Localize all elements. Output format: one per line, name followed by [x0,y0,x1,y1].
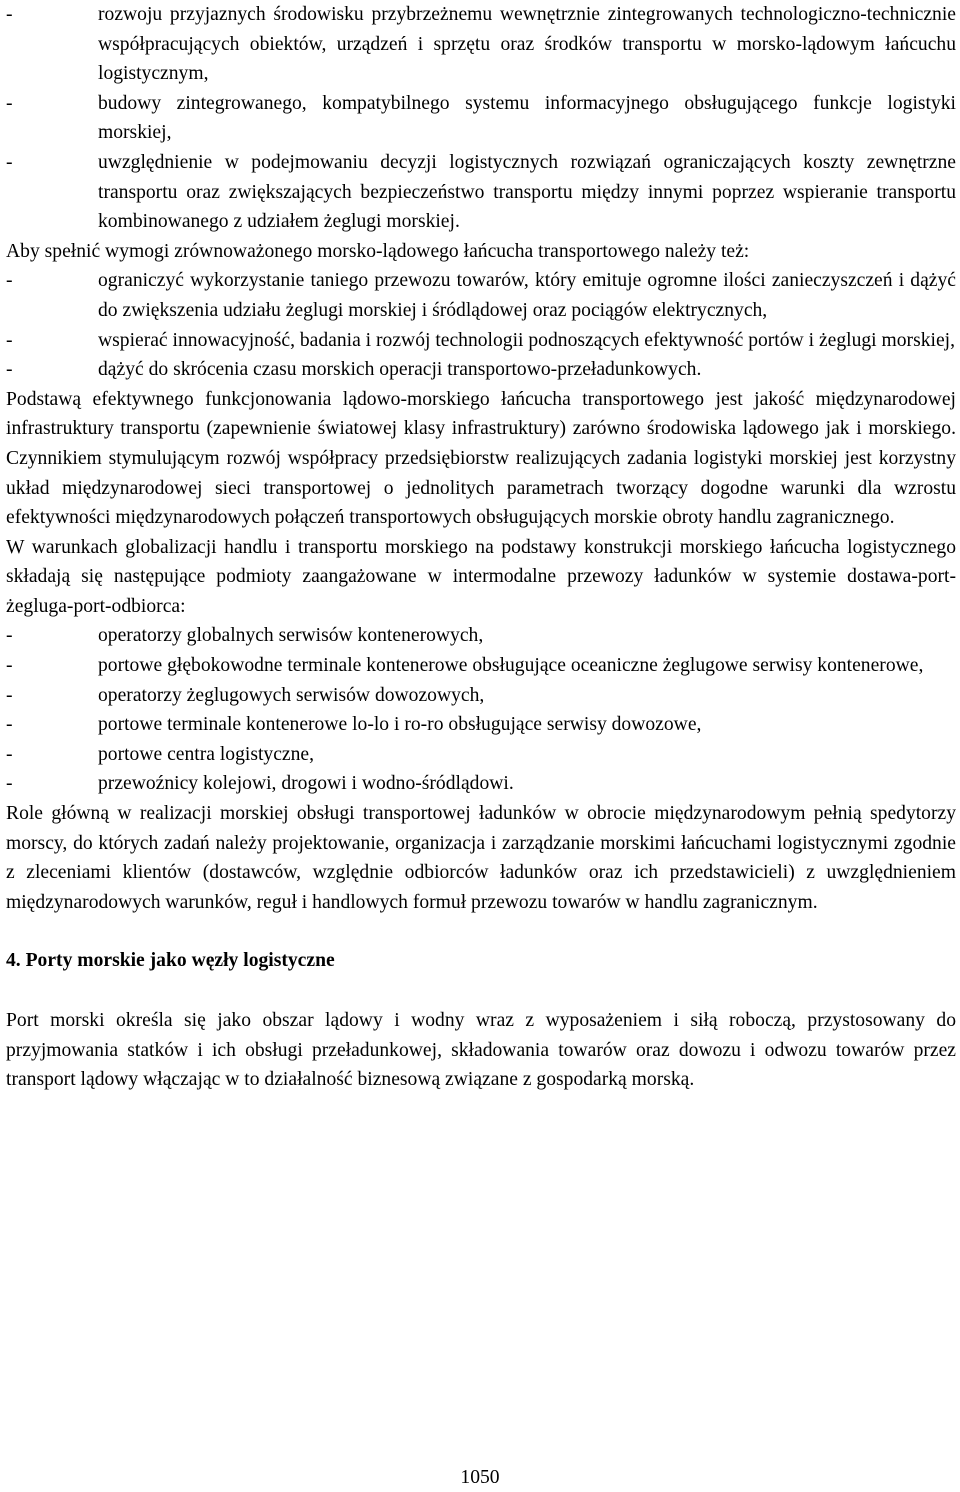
list-item-text: operatorzy globalnych serwisów kontenerowych, [98,625,484,647]
list-item-text: portowe centra logistyczne, [98,743,314,765]
list-item [6,0,956,89]
bullet-dash: - [6,743,13,765]
list-item [6,266,956,325]
list-item [6,355,956,385]
bullet-dash: - [6,4,13,25]
bullet-dash: - [6,655,13,677]
list-item [6,148,956,237]
bullet-dash: - [6,270,13,292]
bullet-dash: - [6,151,13,173]
list-item-text: rozwoju przyjaznych środowisku przybrzeżnemu wewnętrznie zintegrowanych technologiczno-technicznie współpracujących obiektów, urządzeń i sprzętu oraz środków transportu w morsko-lądowym łańcuchu logistycznym, [98,4,956,85]
document-page [6,0,956,1095]
bullet-dash: - [6,684,13,706]
bullet-dash: - [6,92,13,114]
paragraph: Role główną w realizacji morskiej obsługi transportowej ładunków w obrocie międzynarodowym pełnią spedytorzy morscy, do których zadań należy projektowanie, organizacja i zarządzanie morskimi łańcuchami logistycznymi zgodnie z zleceniami klientów (dostawców, względnie odbiorców ładunków oraz ich przedstawicieli) z uwzględnieniem międzynarodowych warunków, reguł i handlowych formuł przewozu towarów w handlu zagranicznym. [6,803,956,913]
list-item [6,326,956,356]
list-item-text: operatorzy żeglugowych serwisów dowozowych, [98,684,485,706]
bullet-dash: - [6,625,13,647]
list-item [6,89,956,148]
list-item-text: przewoźnicy kolejowi, drogowi i wodno-śródlądowi. [98,773,514,795]
bullet-dash: - [6,714,13,736]
list-item-text: portowe terminale kontenerowe lo-lo i ro-ro obsługujące serwisy dowozowe, [98,714,702,736]
paragraph: Port morski określa się jako obszar lądowy i wodny wraz z wyposażeniem i siłą roboczą, przystosowany do przyjmowania statków i ich obsługi przeładunkowej, składowania towarów oraz dowozu i odwozu towarów przez transport lądowy włączając w to działalność biznesową związane z gospodarką morską. [6,1010,956,1091]
list-item-text: wspierać innowacyjność, badania i rozwój technologii podnoszących efektywność portów i żeglugi morskiej, [98,329,955,351]
list-item [6,681,956,711]
bullet-dash: - [6,773,13,795]
list-item-text: budowy zintegrowanego, kompatybilnego systemu informacyjnego obsługującego funkcje logistyki morskiej, [98,92,956,144]
section-heading: 4. Porty morskie jako węzły logistyczne [6,950,335,972]
list-item [6,769,956,799]
page-number: 1050 [460,1467,500,1488]
bullet-dash: - [6,329,13,351]
list-item-text: uwzględnienie w podejmowaniu decyzji logistycznych rozwiązań ograniczających koszty zewnętrzne transportu oraz zwiększających bezpieczeństwo transportu między innymi poprzez wspieranie transportu kombinowanego z udziałem żeglugi morskiej. [98,151,956,233]
bullet-dash: - [6,359,13,381]
list-item [6,740,956,770]
list-item-text: ograniczyć wykorzystanie taniego przewozu towarów, który emituje ogromne ilości zanieczyszczeń i dążyć do zwiększenia udziału żeglugi morskiej i śródlądowej oraz pociągów elektrycznych, [98,270,956,321]
paragraph: Podstawą efektywnego funkcjonowania lądowo-morskiego łańcucha transportowego jest jakość międzynarodowej infrastruktury transportu (zapewnienie światowej klasy infrastruktury) zarówno środowiska lądowego jak i morskiego. Czynnikiem stymulującym rozwój współpracy przedsiębiorstw realizujących zadania logistyki morskiej jest korzystny układ międzynarodowej sieci transportowej o jednolitych parametrach tworzący dogodne warunki dla wzrostu efektywności międzynarodowych połączeń transportowych obsługujących morskie obroty handlu zagranicznego. [6,388,956,529]
list-item-text: portowe głębokowodne terminale kontenerowe obsługujące oceaniczne żeglugowe serwisy kontenerowe, [98,655,924,677]
paragraph: Aby spełnić wymogi zrównoważonego morsko-lądowego łańcucha transportowego należy też: [6,240,750,262]
list-item [6,710,956,740]
list-item [6,651,956,681]
list-item-text: dążyć do skrócenia czasu morskich operacji transportowo-przeładunkowych. [98,359,702,381]
list-item [6,621,956,651]
paragraph: W warunkach globalizacji handlu i transportu morskiego na podstawy konstrukcji morskiego łańcucha logistycznego składają się następujące podmioty zaangażowane w intermodalne przewozy ładunków w systemie dostawa-port-żegluga-port-odbiorca: [6,536,956,617]
